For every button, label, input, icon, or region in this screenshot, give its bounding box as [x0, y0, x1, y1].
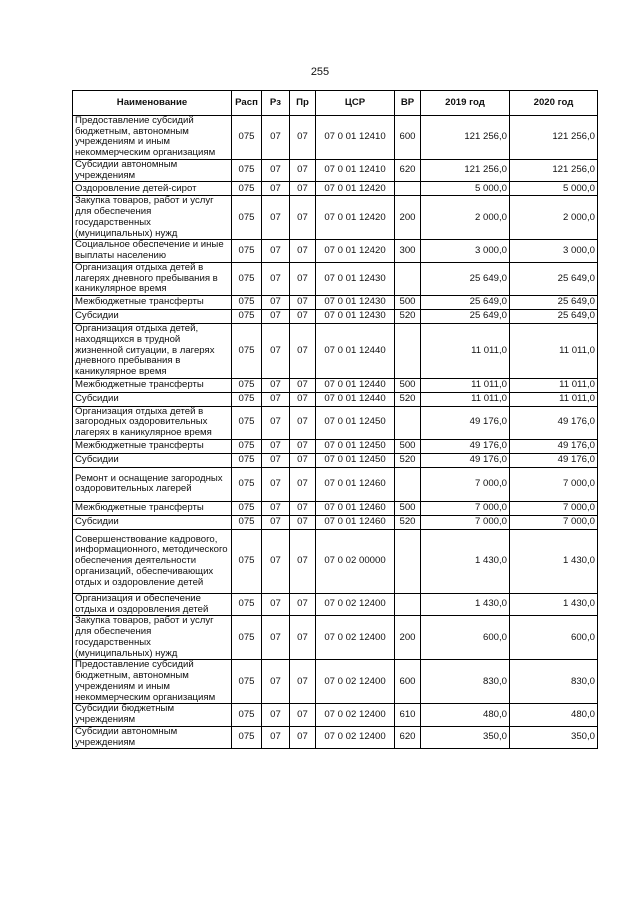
- cell-csr: 07 0 02 12400: [316, 616, 395, 660]
- cell-vr: 620: [395, 159, 421, 181]
- cell-2020: 7 000,0: [510, 515, 598, 529]
- cell-name: Предоставление субсидий бюджетным, автономным учреждениям и иным некоммерческим организациям: [73, 660, 232, 704]
- cell-csr: 07 0 02 00000: [316, 529, 395, 593]
- cell-rz: 07: [262, 196, 290, 240]
- cell-vr: [395, 529, 421, 593]
- cell-rasp: 075: [232, 196, 262, 240]
- cell-name: Ремонт и оснащение загородных оздоровительных лагерей: [73, 467, 232, 501]
- table-row: [73, 439, 598, 453]
- cell-vr: [395, 593, 421, 615]
- cell-rasp: 075: [232, 529, 262, 593]
- table-row: [73, 501, 598, 515]
- cell-2019: 7 000,0: [421, 467, 510, 501]
- cell-pr: 07: [290, 196, 316, 240]
- cell-pr: 07: [290, 439, 316, 453]
- cell-rasp: 075: [232, 593, 262, 615]
- cell-vr: 600: [395, 660, 421, 704]
- cell-2020: 49 176,0: [510, 453, 598, 467]
- cell-rasp: 075: [232, 660, 262, 704]
- cell-pr: 07: [290, 467, 316, 501]
- cell-rasp: 075: [232, 453, 262, 467]
- header-rz: Рз: [262, 91, 290, 116]
- table-row: [73, 240, 598, 262]
- cell-csr: 07 0 01 12420: [316, 196, 395, 240]
- cell-rz: 07: [262, 726, 290, 748]
- cell-rasp: 075: [232, 324, 262, 379]
- cell-csr: 07 0 01 12440: [316, 378, 395, 392]
- cell-2019: 25 649,0: [421, 310, 510, 324]
- cell-name: Закупка товаров, работ и услуг для обеспечения государственных (муниципальных) нужд: [73, 616, 232, 660]
- cell-rasp: 075: [232, 310, 262, 324]
- cell-2019: 7 000,0: [421, 515, 510, 529]
- cell-pr: 07: [290, 310, 316, 324]
- cell-2019: 25 649,0: [421, 296, 510, 310]
- table-row: [73, 116, 598, 160]
- cell-2019: 1 430,0: [421, 529, 510, 593]
- cell-pr: 07: [290, 182, 316, 196]
- cell-2020: 1 430,0: [510, 529, 598, 593]
- cell-rz: 07: [262, 704, 290, 726]
- cell-rasp: 075: [232, 262, 262, 295]
- table-row: [73, 378, 598, 392]
- cell-csr: 07 0 01 12410: [316, 116, 395, 160]
- cell-name: Межбюджетные трансферты: [73, 378, 232, 392]
- cell-vr: [395, 406, 421, 439]
- cell-2020: 25 649,0: [510, 262, 598, 295]
- cell-rasp: 075: [232, 240, 262, 262]
- table-row: [73, 296, 598, 310]
- cell-csr: 07 0 01 12450: [316, 453, 395, 467]
- cell-2020: 3 000,0: [510, 240, 598, 262]
- cell-pr: 07: [290, 616, 316, 660]
- cell-2019: 3 000,0: [421, 240, 510, 262]
- cell-rasp: 075: [232, 704, 262, 726]
- cell-name: Организация отдыха детей, находящихся в трудной жизненной ситуации, в лагерях дневного пребывания в каникулярное время: [73, 324, 232, 379]
- table-row: [73, 515, 598, 529]
- cell-rasp: 075: [232, 439, 262, 453]
- cell-rasp: 075: [232, 378, 262, 392]
- cell-pr: 07: [290, 704, 316, 726]
- cell-2019: 5 000,0: [421, 182, 510, 196]
- table-row: [73, 406, 598, 439]
- cell-rasp: 075: [232, 296, 262, 310]
- cell-name: Субсидии бюджетным учреждениям: [73, 704, 232, 726]
- cell-2019: 830,0: [421, 660, 510, 704]
- cell-name: Межбюджетные трансферты: [73, 501, 232, 515]
- cell-pr: 07: [290, 593, 316, 615]
- cell-rz: 07: [262, 453, 290, 467]
- header-name: Наименование: [73, 91, 232, 116]
- table-row: [73, 196, 598, 240]
- header-2020: 2020 год: [510, 91, 598, 116]
- cell-csr: 07 0 01 12460: [316, 515, 395, 529]
- cell-rz: 07: [262, 240, 290, 262]
- cell-rasp: 075: [232, 406, 262, 439]
- cell-vr: 620: [395, 726, 421, 748]
- cell-vr: 300: [395, 240, 421, 262]
- cell-2019: 49 176,0: [421, 453, 510, 467]
- cell-vr: 600: [395, 116, 421, 160]
- table-row: [73, 593, 598, 615]
- cell-pr: 07: [290, 116, 316, 160]
- table-row: [73, 616, 598, 660]
- cell-rasp: 075: [232, 726, 262, 748]
- cell-pr: 07: [290, 501, 316, 515]
- cell-rasp: 075: [232, 501, 262, 515]
- cell-vr: [395, 182, 421, 196]
- cell-2020: 11 011,0: [510, 392, 598, 406]
- budget-table: [72, 90, 598, 749]
- header-2019: 2019 год: [421, 91, 510, 116]
- cell-csr: 07 0 01 12430: [316, 296, 395, 310]
- cell-2020: 25 649,0: [510, 310, 598, 324]
- cell-pr: 07: [290, 240, 316, 262]
- cell-vr: 500: [395, 296, 421, 310]
- table-body: [73, 116, 598, 749]
- cell-pr: 07: [290, 159, 316, 181]
- cell-name: Организация и обеспечение отдыха и оздоровления детей: [73, 593, 232, 615]
- cell-vr: 520: [395, 310, 421, 324]
- table-row: [73, 704, 598, 726]
- cell-name: Субсидии: [73, 515, 232, 529]
- cell-pr: 07: [290, 262, 316, 295]
- cell-rz: 07: [262, 324, 290, 379]
- cell-2020: 11 011,0: [510, 324, 598, 379]
- cell-name: Субсидии автономным учреждениям: [73, 726, 232, 748]
- cell-name: Субсидии: [73, 310, 232, 324]
- table-row: [73, 182, 598, 196]
- cell-vr: 520: [395, 392, 421, 406]
- cell-rz: 07: [262, 159, 290, 181]
- cell-name: Межбюджетные трансферты: [73, 439, 232, 453]
- cell-2019: 49 176,0: [421, 406, 510, 439]
- cell-2019: 121 256,0: [421, 116, 510, 160]
- cell-rasp: 075: [232, 159, 262, 181]
- cell-rz: 07: [262, 116, 290, 160]
- table-row: [73, 453, 598, 467]
- cell-2019: 600,0: [421, 616, 510, 660]
- cell-vr: 520: [395, 515, 421, 529]
- cell-pr: 07: [290, 660, 316, 704]
- cell-rasp: 075: [232, 515, 262, 529]
- cell-pr: 07: [290, 296, 316, 310]
- cell-2020: 7 000,0: [510, 501, 598, 515]
- table-row: [73, 726, 598, 748]
- cell-rasp: 075: [232, 182, 262, 196]
- cell-rz: 07: [262, 182, 290, 196]
- cell-2020: 600,0: [510, 616, 598, 660]
- cell-rz: 07: [262, 296, 290, 310]
- cell-2020: 350,0: [510, 726, 598, 748]
- cell-rz: 07: [262, 439, 290, 453]
- cell-2020: 49 176,0: [510, 406, 598, 439]
- cell-2019: 7 000,0: [421, 501, 510, 515]
- cell-2020: 11 011,0: [510, 378, 598, 392]
- cell-vr: 610: [395, 704, 421, 726]
- cell-2019: 121 256,0: [421, 159, 510, 181]
- table-row: [73, 310, 598, 324]
- cell-csr: 07 0 02 12400: [316, 593, 395, 615]
- cell-rz: 07: [262, 501, 290, 515]
- cell-pr: 07: [290, 529, 316, 593]
- header-vr: ВР: [395, 91, 421, 116]
- cell-2020: 5 000,0: [510, 182, 598, 196]
- cell-pr: 07: [290, 453, 316, 467]
- cell-name: Оздоровление детей-сирот: [73, 182, 232, 196]
- cell-2019: 480,0: [421, 704, 510, 726]
- page-number: 255: [310, 66, 330, 78]
- cell-vr: 500: [395, 378, 421, 392]
- cell-vr: 200: [395, 616, 421, 660]
- cell-csr: 07 0 01 12440: [316, 324, 395, 379]
- cell-name: Предоставление субсидий бюджетным, автономным учреждениям и иным некоммерческим организациям: [73, 116, 232, 160]
- cell-csr: 07 0 02 12400: [316, 704, 395, 726]
- table-header: [73, 91, 598, 116]
- cell-csr: 07 0 01 12440: [316, 392, 395, 406]
- cell-vr: [395, 324, 421, 379]
- cell-2019: 2 000,0: [421, 196, 510, 240]
- cell-name: Субсидии: [73, 453, 232, 467]
- cell-csr: 07 0 01 12450: [316, 439, 395, 453]
- cell-vr: [395, 262, 421, 295]
- cell-name: Субсидии: [73, 392, 232, 406]
- cell-csr: 07 0 01 12430: [316, 310, 395, 324]
- cell-rz: 07: [262, 392, 290, 406]
- cell-rasp: 075: [232, 392, 262, 406]
- cell-2019: 25 649,0: [421, 262, 510, 295]
- header-rasp: Расп: [232, 91, 262, 116]
- cell-2020: 7 000,0: [510, 467, 598, 501]
- table-row: [73, 324, 598, 379]
- cell-name: Закупка товаров, работ и услуг для обеспечения государственных (муниципальных) нужд: [73, 196, 232, 240]
- cell-2020: 480,0: [510, 704, 598, 726]
- table-row: [73, 529, 598, 593]
- header-csr: ЦСР: [316, 91, 395, 116]
- cell-name: Совершенствование кадрового, информационного, методического обеспечения деятельности организаций, обеспечивающих отдых и оздоровление детей: [73, 529, 232, 593]
- cell-rz: 07: [262, 515, 290, 529]
- cell-csr: 07 0 01 12430: [316, 262, 395, 295]
- table-row: [73, 392, 598, 406]
- cell-rz: 07: [262, 310, 290, 324]
- cell-2019: 350,0: [421, 726, 510, 748]
- cell-rz: 07: [262, 406, 290, 439]
- cell-name: Межбюджетные трансферты: [73, 296, 232, 310]
- cell-2020: 830,0: [510, 660, 598, 704]
- cell-2019: 1 430,0: [421, 593, 510, 615]
- cell-csr: 07 0 01 12450: [316, 406, 395, 439]
- cell-csr: 07 0 01 12410: [316, 159, 395, 181]
- cell-name: Субсидии автономным учреждениям: [73, 159, 232, 181]
- table-row: [73, 467, 598, 501]
- cell-name: Социальное обеспечение и иные выплаты населению: [73, 240, 232, 262]
- cell-pr: 07: [290, 324, 316, 379]
- cell-2019: 11 011,0: [421, 378, 510, 392]
- table-row: [73, 262, 598, 295]
- cell-pr: 07: [290, 726, 316, 748]
- cell-rasp: 075: [232, 467, 262, 501]
- cell-csr: 07 0 01 12420: [316, 182, 395, 196]
- cell-2020: 121 256,0: [510, 159, 598, 181]
- cell-rz: 07: [262, 378, 290, 392]
- cell-rasp: 075: [232, 616, 262, 660]
- cell-name: Организация отдыха детей в загородных оздоровительных лагерях в каникулярное время: [73, 406, 232, 439]
- cell-2019: 49 176,0: [421, 439, 510, 453]
- cell-rz: 07: [262, 467, 290, 501]
- cell-rz: 07: [262, 529, 290, 593]
- cell-csr: 07 0 01 12460: [316, 467, 395, 501]
- cell-vr: [395, 467, 421, 501]
- cell-vr: 500: [395, 501, 421, 515]
- cell-vr: 200: [395, 196, 421, 240]
- cell-2019: 11 011,0: [421, 324, 510, 379]
- cell-rz: 07: [262, 262, 290, 295]
- table-row: [73, 660, 598, 704]
- cell-2020: 2 000,0: [510, 196, 598, 240]
- cell-rasp: 075: [232, 116, 262, 160]
- cell-2019: 11 011,0: [421, 392, 510, 406]
- cell-csr: 07 0 02 12400: [316, 726, 395, 748]
- cell-csr: 07 0 01 12460: [316, 501, 395, 515]
- cell-vr: 520: [395, 453, 421, 467]
- cell-pr: 07: [290, 392, 316, 406]
- cell-pr: 07: [290, 378, 316, 392]
- cell-2020: 25 649,0: [510, 296, 598, 310]
- table-row: [73, 159, 598, 181]
- cell-rz: 07: [262, 660, 290, 704]
- cell-rz: 07: [262, 593, 290, 615]
- cell-2020: 49 176,0: [510, 439, 598, 453]
- cell-2020: 121 256,0: [510, 116, 598, 160]
- cell-2020: 1 430,0: [510, 593, 598, 615]
- cell-pr: 07: [290, 515, 316, 529]
- cell-rz: 07: [262, 616, 290, 660]
- cell-csr: 07 0 01 12420: [316, 240, 395, 262]
- cell-pr: 07: [290, 406, 316, 439]
- cell-name: Организация отдыха детей в лагерях дневного пребывания в каникулярное время: [73, 262, 232, 295]
- cell-csr: 07 0 02 12400: [316, 660, 395, 704]
- header-pr: Пр: [290, 91, 316, 116]
- cell-vr: 500: [395, 439, 421, 453]
- header-row: [73, 91, 598, 116]
